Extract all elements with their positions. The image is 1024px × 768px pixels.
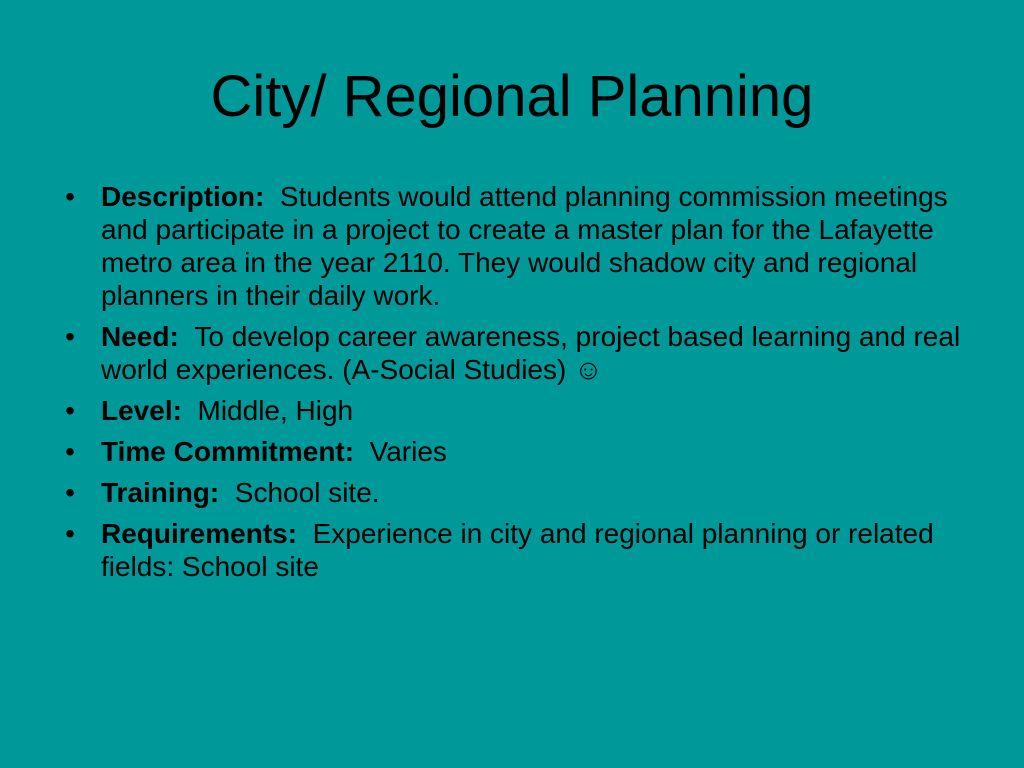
bullet-item-need <box>60 320 970 386</box>
bullet-text: School site. <box>234 477 380 508</box>
bullet-icon: • <box>65 477 75 508</box>
bullet-icon: • <box>65 395 75 426</box>
bullet-label: Training: <box>101 477 220 508</box>
bullet-label: Description: <box>101 181 265 212</box>
bullet-icon: • <box>65 321 75 352</box>
bullet-item-level <box>60 394 970 427</box>
bullet-item-description <box>60 180 970 312</box>
bullet-text: Middle, High <box>197 395 354 426</box>
bullet-list <box>60 180 970 591</box>
bullet-text: Students would attend planning commission meetings and participate in a project to create a master plan for the Lafayette metro area in the year 2110. They would shadow city and regional planners in their daily work. <box>101 181 948 311</box>
bullet-item-time-commitment <box>60 435 970 468</box>
bullet-label: Need: <box>101 321 179 352</box>
bullet-item-training <box>60 476 970 509</box>
bullet-text: To develop career awareness, project based learning and real world experiences. (A-Social Studies) ☺ <box>101 321 961 385</box>
bullet-label: Level: <box>101 395 182 426</box>
bullet-icon: • <box>65 518 75 549</box>
bullet-icon: • <box>65 181 75 212</box>
bullet-label: Time Commitment: <box>101 436 355 467</box>
bullet-text: Experience in city and regional planning or related fields: School site <box>101 518 934 582</box>
bullet-text: Varies <box>369 436 447 467</box>
slide-title: City/ Regional Planning <box>210 64 814 129</box>
bullet-icon: • <box>65 436 75 467</box>
bullet-item-requirements <box>60 517 970 583</box>
bullet-label: Requirements: <box>101 518 298 549</box>
